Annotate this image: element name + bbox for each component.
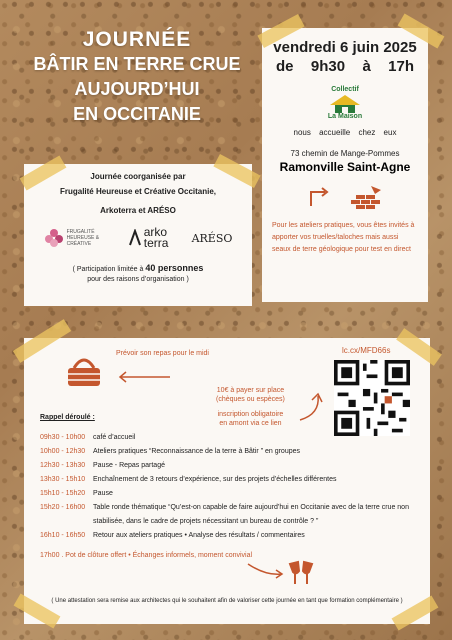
schedule-description: Pause — [93, 490, 113, 497]
date-venue-card — [262, 28, 428, 302]
areso-logo: ARÉSO — [191, 231, 233, 245]
schedule-list — [40, 431, 414, 543]
schedule-time: 10h00 - 12h30 — [40, 448, 86, 455]
arkoterra-mark-icon — [128, 229, 142, 247]
schedule-row — [40, 529, 414, 543]
partner-logos — [24, 227, 252, 249]
schedule-heading: Rappel déroulé : — [40, 414, 95, 421]
organisers-line-2: Frugalité Heureuse et Créative Occitanie, — [59, 187, 217, 196]
turn-arrow-icon — [307, 184, 333, 208]
welcome-text: nous accueille chez eux — [293, 128, 397, 137]
schedule-row — [40, 445, 414, 459]
arkoterra-logo: arko terra — [128, 227, 169, 249]
participation-limit: ( Participation limitée à 40 personnes pour des raisons d’organisation ) — [72, 263, 204, 283]
picnic-basket-icon — [64, 354, 104, 388]
house-logo-icon — [328, 93, 362, 113]
title-line-4: EN OCCITANIE — [73, 104, 201, 124]
schedule-time: 12h30 - 13h30 — [40, 462, 86, 469]
qr-code[interactable] — [334, 360, 410, 436]
organisers-intro: Journée coorganisée par — [90, 172, 186, 181]
meal-note: Prévoir son repas pour le midi — [116, 350, 209, 357]
left-arrow-icon — [116, 370, 172, 384]
schedule-time: 15h20 - 16h00 — [40, 504, 86, 511]
organisers-line-3: Arkoterra et ARÉSO — [100, 206, 176, 215]
title-line-3: AUJOURD’HUI — [74, 79, 200, 99]
bricks-trowel-icon — [349, 184, 383, 210]
collectif-la-maison-logo: Collectif La Maison — [327, 86, 363, 120]
closing-note: 17h00 . Pot de clôture offert • Échanges informels, moment convivial — [40, 552, 253, 559]
schedule-row — [40, 487, 414, 501]
address: 73 chemin de Mange-Pommes — [290, 149, 400, 158]
event-title — [22, 28, 252, 127]
curved-arrow-icon — [296, 392, 324, 422]
schedule-description: Table ronde thématique “Qu’est-on capable de faire aujourd’hui en Occitanie avec de la terre crue non stabilisée, dans le cadre de projets nécessitant un bureau de contrôle ? ” — [93, 504, 409, 525]
attestation-note: ( Une attestation sera remise aux architectes qui le souhaitent afin de valoriser cette journée en tant que formation complémentaire ) — [51, 598, 403, 604]
schedule-time: 15h10 - 15h20 — [40, 490, 86, 497]
city: Ramonville Saint-Agne — [279, 160, 411, 174]
schedule-description: Retour aux ateliers pratiques • Analyse des résultats / commentaires — [93, 532, 305, 539]
schedule-row — [40, 459, 414, 473]
schedule-time: 13h30 - 15h10 — [40, 476, 86, 483]
schedule-description: Ateliers pratiques “Reconnaissance de la terre à Bâtir ” en groupes — [93, 448, 300, 455]
down-arrow-icon — [246, 560, 286, 580]
schedule-row — [40, 473, 414, 487]
program-card — [24, 338, 430, 624]
schedule-description: Pause - Repas partagé — [93, 462, 165, 469]
schedule-row — [40, 501, 414, 529]
organisers-card — [24, 164, 252, 306]
tools-instructions: Pour les ateliers pratiques, vous êtes invités à apporter vos truelles/taloches mais aussi seaux de terre géologique pour test en direct — [272, 222, 415, 253]
schedule-time: 16h10 - 16h50 — [40, 532, 86, 539]
title-line-1: JOURNÉE — [82, 28, 192, 51]
registration-link[interactable]: lc.cx/MFD66s — [342, 346, 391, 355]
title-line-2: BÂTIR EN TERRE CRUE — [33, 54, 241, 74]
cheers-glasses-icon — [286, 558, 316, 588]
schedule-row — [40, 431, 414, 445]
frugalite-logo: FRUGALITÉ HEUREUSE & CRÉATIVE — [44, 228, 105, 248]
schedule-description: café d’accueil — [93, 434, 136, 441]
event-date: vendredi 6 juin 2025 de 9h30 à 17h — [273, 39, 417, 75]
schedule-time: 09h30 - 10h00 — [40, 434, 86, 441]
price-info: 10€ à payer sur place (chèques ou espèces) inscription obligatoire en amont via ce lien — [216, 387, 285, 427]
schedule-description: Enchaînement de 3 retours d’expérience, sur des projets d’échelles différentes — [93, 476, 337, 483]
flower-logo-icon — [44, 228, 64, 248]
